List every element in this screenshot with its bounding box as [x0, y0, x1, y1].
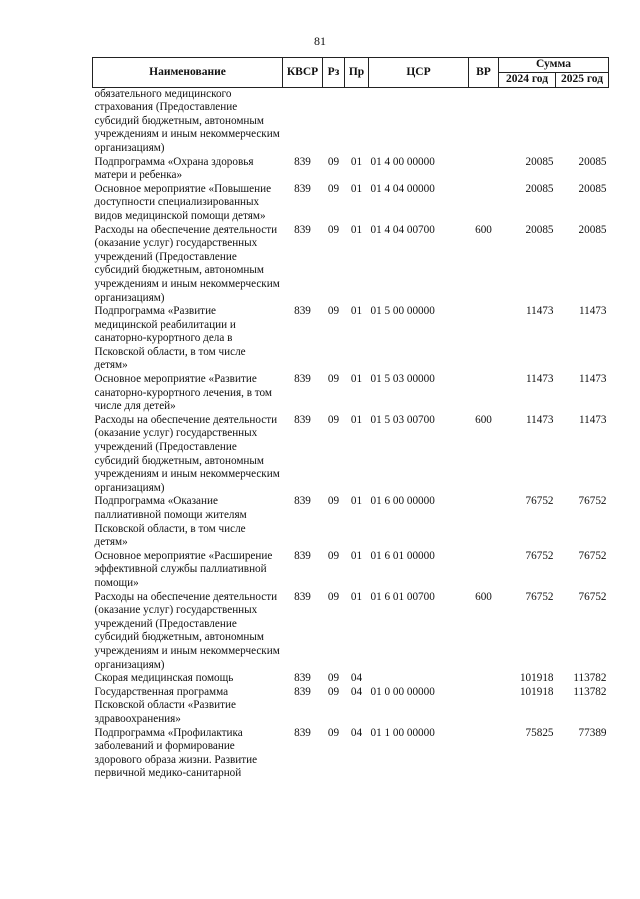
page-number: 81 — [314, 34, 326, 48]
row-vr — [469, 686, 499, 727]
row-csr: 01 4 04 00700 — [370, 223, 435, 236]
header-csr: ЦСР — [369, 58, 469, 88]
row-rz: 09 — [327, 685, 340, 698]
table-row — [93, 686, 609, 727]
row-vr: 600 — [475, 413, 492, 426]
row-sum-2024: 20085 — [525, 223, 554, 236]
row-vr — [469, 87, 499, 155]
row-rz: 09 — [327, 305, 340, 318]
row-rz: 09 — [327, 413, 340, 426]
row-kvsr: 839 — [294, 495, 311, 508]
row-sum-2024: 76752 — [525, 590, 554, 603]
row-sum-2024: 101918 — [519, 685, 554, 698]
row-kvsr: 839 — [294, 373, 311, 386]
row-vr: 600 — [475, 223, 492, 236]
row-csr: 01 6 01 00700 — [370, 590, 435, 603]
row-sum-2025: 20085 — [578, 155, 607, 168]
row-pr: 01 — [350, 223, 363, 236]
row-rz: 09 — [327, 182, 340, 195]
row-sum-2025: 20085 — [578, 223, 607, 236]
row-sum-2024: 101918 — [519, 672, 554, 685]
header-name: Наименование — [93, 58, 283, 88]
row-sum-2025: 77389 — [578, 726, 607, 739]
table-row — [93, 727, 609, 781]
row-pr: 04 — [350, 672, 363, 685]
row-name: Скорая медицинская помощь — [94, 672, 234, 685]
row-name: Государственная программа Псковской области «Развитие здравоохранения» — [94, 685, 236, 725]
row-kvsr: 839 — [294, 549, 311, 562]
row-vr — [469, 727, 499, 781]
row-pr: 01 — [350, 413, 363, 426]
row-kvsr: 839 — [294, 726, 311, 739]
row-vr — [469, 550, 499, 591]
row-rz: 09 — [327, 672, 340, 685]
row-sum-2025: 113782 — [573, 685, 607, 698]
row-kvsr: 839 — [294, 590, 311, 603]
row-sum-2024 — [499, 87, 556, 155]
row-rz: 09 — [327, 495, 340, 508]
row-pr: 01 — [350, 495, 363, 508]
row-pr: 01 — [350, 155, 363, 168]
row-sum-2024: 11473 — [525, 413, 554, 426]
row-name: Подпрограмма «Профилактика заболеваний и формирование здорового образа жизни. Развитие первичной медико-санитарной — [94, 726, 258, 780]
row-kvsr: 839 — [294, 413, 311, 426]
row-kvsr: 839 — [294, 685, 311, 698]
table-header — [93, 58, 609, 88]
table-row — [93, 495, 609, 549]
row-pr: 01 — [350, 182, 363, 195]
row-pr: 01 — [350, 373, 363, 386]
row-name: Основное мероприятие «Расширение эффективной службы паллиативной помощи» — [94, 549, 273, 589]
row-csr: 01 5 03 00000 — [370, 373, 435, 386]
row-pr: 01 — [350, 305, 363, 318]
table-row — [93, 305, 609, 373]
row-pr: 01 — [350, 590, 363, 603]
row-sum-2025 — [556, 87, 609, 155]
row-name: Основное мероприятие «Повышение доступности специализированных видов медицинской помощи детям» — [94, 182, 272, 222]
table-row — [93, 591, 609, 673]
table-row — [93, 224, 609, 306]
row-name: Подпрограмма «Оказание паллиативной помощи жителям Псковской области, в том числе детям» — [94, 495, 247, 549]
row-rz: 09 — [327, 223, 340, 236]
row-sum-2025: 11473 — [578, 305, 607, 318]
table-row — [93, 156, 609, 183]
table-row — [93, 87, 609, 155]
row-rz: 09 — [327, 373, 340, 386]
row-rz: 09 — [327, 726, 340, 739]
row-vr — [469, 305, 499, 373]
row-csr: 01 5 03 00700 — [370, 413, 435, 426]
row-sum-2025: 11473 — [578, 373, 607, 386]
row-sum-2024: 75825 — [525, 726, 554, 739]
row-kvsr: 839 — [294, 223, 311, 236]
table-body — [93, 87, 609, 781]
header-rz: Рз — [323, 58, 345, 88]
row-vr — [469, 672, 499, 686]
row-name: Подпрограмма «Развитие медицинской реабилитации и санаторно-курортного дела в Псковской области, в том числе детям» — [94, 305, 246, 372]
header-year-2024: 2024 год — [499, 73, 556, 88]
budget-table — [92, 57, 609, 781]
row-rz: 09 — [327, 590, 340, 603]
table-row — [93, 672, 609, 686]
row-csr: 01 4 04 00000 — [370, 182, 435, 195]
row-sum-2025: 20085 — [578, 182, 607, 195]
row-sum-2024: 76752 — [525, 495, 554, 508]
row-kvsr: 839 — [294, 182, 311, 195]
row-sum-2024: 76752 — [525, 549, 554, 562]
row-vr — [469, 373, 499, 414]
row-pr — [345, 87, 369, 155]
row-name: Расходы на обеспечение деятельности (оказание услуг) государственных учреждений (Предоставление субсидий бюджетным, автономным учреждениям и иным некоммерческим организациям) — [94, 413, 280, 494]
row-vr — [469, 183, 499, 224]
row-kvsr: 839 — [294, 672, 311, 685]
row-sum-2024: 11473 — [525, 373, 554, 386]
header-sum: Сумма — [499, 58, 609, 73]
row-name: Подпрограмма «Охрана здоровья матери и ребенка» — [94, 155, 254, 182]
table-row — [93, 550, 609, 591]
header-vr: ВР — [469, 58, 499, 88]
row-sum-2024: 20085 — [525, 182, 554, 195]
row-vr: 600 — [475, 590, 492, 603]
row-pr: 04 — [350, 726, 363, 739]
row-sum-2025: 113782 — [573, 672, 607, 685]
table-row — [93, 373, 609, 414]
table-row — [93, 414, 609, 496]
row-sum-2025: 76752 — [578, 549, 607, 562]
row-vr — [469, 156, 499, 183]
row-csr: 01 5 00 00000 — [370, 305, 435, 318]
row-name: обязательного медицинского страхования (Предоставление субсидий бюджетным, автономным учреждениям и иным некоммерческим организациям) — [94, 87, 280, 154]
row-csr: 01 6 00 00000 — [370, 495, 435, 508]
row-pr: 04 — [350, 685, 363, 698]
row-csr — [369, 87, 469, 155]
row-csr: 01 4 00 00000 — [370, 155, 435, 168]
row-name: Расходы на обеспечение деятельности (оказание услуг) государственных учреждений (Предоставление субсидий бюджетным, автономным учреждениям и иным некоммерческим организациям) — [94, 223, 280, 304]
row-pr: 01 — [350, 549, 363, 562]
row-csr — [369, 672, 469, 686]
row-csr: 01 0 00 00000 — [370, 685, 435, 698]
row-rz — [323, 87, 345, 155]
row-sum-2025: 76752 — [578, 495, 607, 508]
table-row — [93, 183, 609, 224]
header-pr: Пр — [345, 58, 369, 88]
row-kvsr — [283, 87, 323, 155]
row-name: Основное мероприятие «Развитие санаторно-курортного лечения, в том числе для детей» — [94, 373, 272, 413]
row-name: Расходы на обеспечение деятельности (оказание услуг) государственных учреждений (Предоставление субсидий бюджетным, автономным учреждениям и иным некоммерческим организациям) — [94, 590, 280, 671]
row-sum-2025: 76752 — [578, 590, 607, 603]
row-sum-2025: 11473 — [578, 413, 607, 426]
row-sum-2024: 11473 — [525, 305, 554, 318]
row-kvsr: 839 — [294, 305, 311, 318]
header-year-2025: 2025 год — [556, 73, 609, 88]
row-sum-2024: 20085 — [525, 155, 554, 168]
row-rz: 09 — [327, 155, 340, 168]
row-kvsr: 839 — [294, 155, 311, 168]
header-kvsr: КВСР — [283, 58, 323, 88]
row-rz: 09 — [327, 549, 340, 562]
row-csr: 01 6 01 00000 — [370, 549, 435, 562]
row-csr: 01 1 00 00000 — [370, 726, 435, 739]
row-vr — [469, 495, 499, 549]
